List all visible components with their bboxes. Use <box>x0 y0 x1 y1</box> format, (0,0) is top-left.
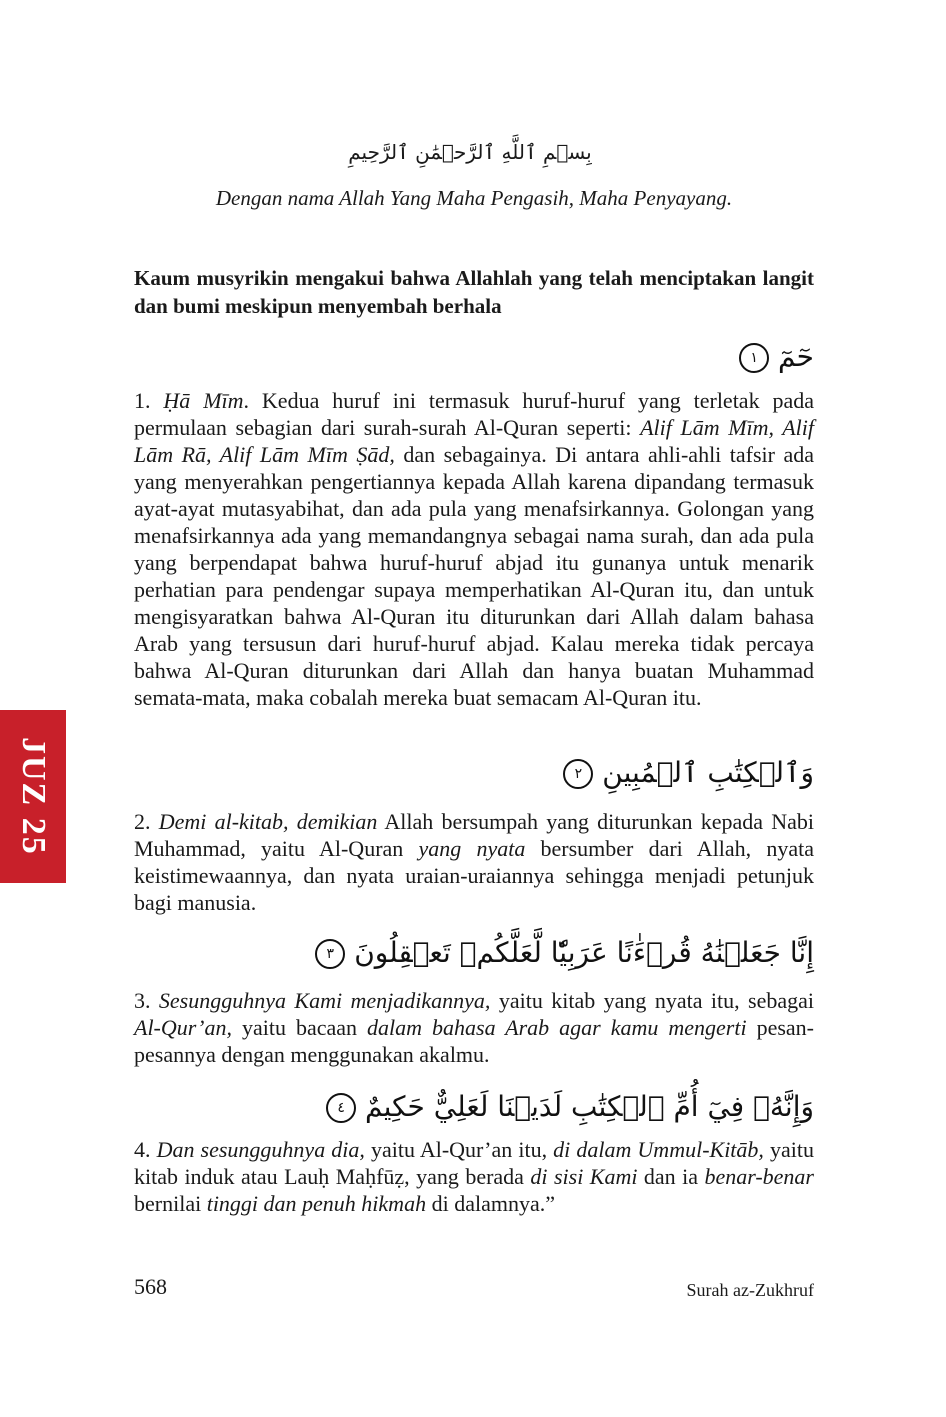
italic-run: dalam bahasa Arab agar kamu mengerti <box>367 1015 747 1040</box>
italic-run: Alif Lām Mīm, Alif Lām Rā, Alif Lām Mīm Ṣād, <box>134 415 814 467</box>
section-heading: Kaum musyrikin mengakui bahwa Allahlah yang telah menciptakan langit dan bumi meskipun menyembah berhala <box>134 266 814 318</box>
text-run: yaitu kitab yang nyata itu, sebagai <box>490 988 815 1013</box>
italic-run: Al-Qur’an, <box>134 1015 232 1040</box>
verse-1-translation <box>134 387 814 711</box>
juz-tab <box>0 710 66 883</box>
italic-run: Ḥā Mīm <box>163 388 244 413</box>
basmala-translation: Dengan nama Allah Yang Maha Pengasih, Maha Penyayang. <box>215 186 733 210</box>
verse-arabic-text: إِنَّا جَعَلۡنَٰهُ قُرۡءَٰنًا عَرَبِيّٗا لَّعَلَّكُمۡ تَعۡقِلُونَ <box>354 936 814 969</box>
text-run: 2. <box>134 809 159 834</box>
verse-arabic-text: وَإِنَّهُۥ فِيٓ أُمِّ ٱلۡكِتَٰبِ لَدَيۡنَا لَعَلِيٌّ حَكِيمٌ <box>365 1090 814 1123</box>
text-run: yaitu kitab induk atau Lauḥ Maḥfūẓ, yang berada <box>134 1137 814 1189</box>
text-run: yaitu Al-Qur’an itu, <box>364 1137 554 1162</box>
ayah-number-marker: ١ <box>739 343 769 373</box>
ayah-number-marker: ٢ <box>563 759 593 789</box>
verse-2-translation <box>134 808 814 916</box>
basmala-arabic: بِسۡمِ ٱللَّهِ ٱلرَّحۡمَٰنِ ٱلرَّحِيمِ <box>348 140 592 164</box>
page-number: 568 <box>134 1274 167 1299</box>
text-run: bernilai <box>134 1191 207 1216</box>
verse-3-translation <box>134 987 814 1068</box>
verse-arabic-text: وَٱلۡكِتَٰبِ ٱلۡمُبِينِ <box>602 756 814 789</box>
text-run: dan ia <box>637 1164 705 1189</box>
text-run: dan sebagainya. Di antara ahli-ahli tafsir ada yang menyerahkan pengertiannya kepada Allah karena dipandang termasuk ayat-ayat mutasyabihat, dan ada pula yang menafsirkannya. Golongan yang menafsirkannya ada yang memandangnya sebagai nama surah, dan ada pula yang berpendapat bahwa huruf-huruf abjad itu gunanya untuk menarik perhatian para pendengar supaya memperhatikan Al-Quran itu, dan untuk mengisyaratkan bahwa Al-Quran itu diturunkan dari Allah dalam bahasa Arab yang tersusun dari huruf-huruf abjad. Kalau mereka tidak percaya bahwa Al-Quran diturunkan dari Allah dan hanya buatan Muhammad semata-mata, maka cobalah mereka buat semacam Al-Quran itu. <box>134 442 814 710</box>
verse-4-arabic <box>322 1090 814 1123</box>
verse-1-arabic <box>735 340 814 373</box>
italic-run: benar-benar <box>704 1164 814 1189</box>
ayah-number-marker: ٣ <box>315 939 345 969</box>
verse-2-arabic <box>559 756 814 789</box>
italic-run: Dan sesungguhnya dia, <box>156 1137 365 1162</box>
verse-arabic-text: حٓمٓ <box>778 340 814 373</box>
text-run: Allah bersumpah yang diturunkan kepada Nabi Muhammad, yaitu Al-Quran <box>134 809 814 861</box>
juz-label: JUZ 25 <box>15 737 52 856</box>
text-run: bersumber dari Allah, nyata keistimewaannya, dan nyata uraian-uraiannya sehingga menjadi petunjuk bagi manusia. <box>134 836 814 915</box>
verse-3-arabic <box>311 936 814 969</box>
verse-4-translation <box>134 1136 814 1217</box>
italic-run: yang nyata <box>418 836 526 861</box>
text-run: yaitu bacaan <box>231 1015 368 1040</box>
italic-run: tinggi dan penuh hikmah <box>206 1191 427 1216</box>
italic-run: Sesungguhnya Kami menjadikannya, <box>158 988 491 1013</box>
text-run: 3. <box>134 988 159 1013</box>
text-run: 1. <box>134 388 164 413</box>
italic-run: di sisi Kami <box>530 1164 638 1189</box>
italic-run: di dalam Ummul-Kitāb, <box>553 1137 764 1162</box>
text-run: . Kedua huruf ini termasuk huruf-huruf yang terletak pada permulaan sebagian dari surah-surah Al-Quran seperti: <box>134 388 814 440</box>
text-run: di dalamnya.” <box>426 1191 555 1216</box>
text-run: 4. <box>134 1137 157 1162</box>
italic-run: Demi al-kitab, demikian <box>158 809 378 834</box>
running-footer-surah: Surah az-Zukhruf <box>686 1280 814 1300</box>
text-run: pesan-pesannya dengan menggunakan akalmu. <box>134 1015 814 1067</box>
ayah-number-marker: ٤ <box>326 1093 356 1123</box>
